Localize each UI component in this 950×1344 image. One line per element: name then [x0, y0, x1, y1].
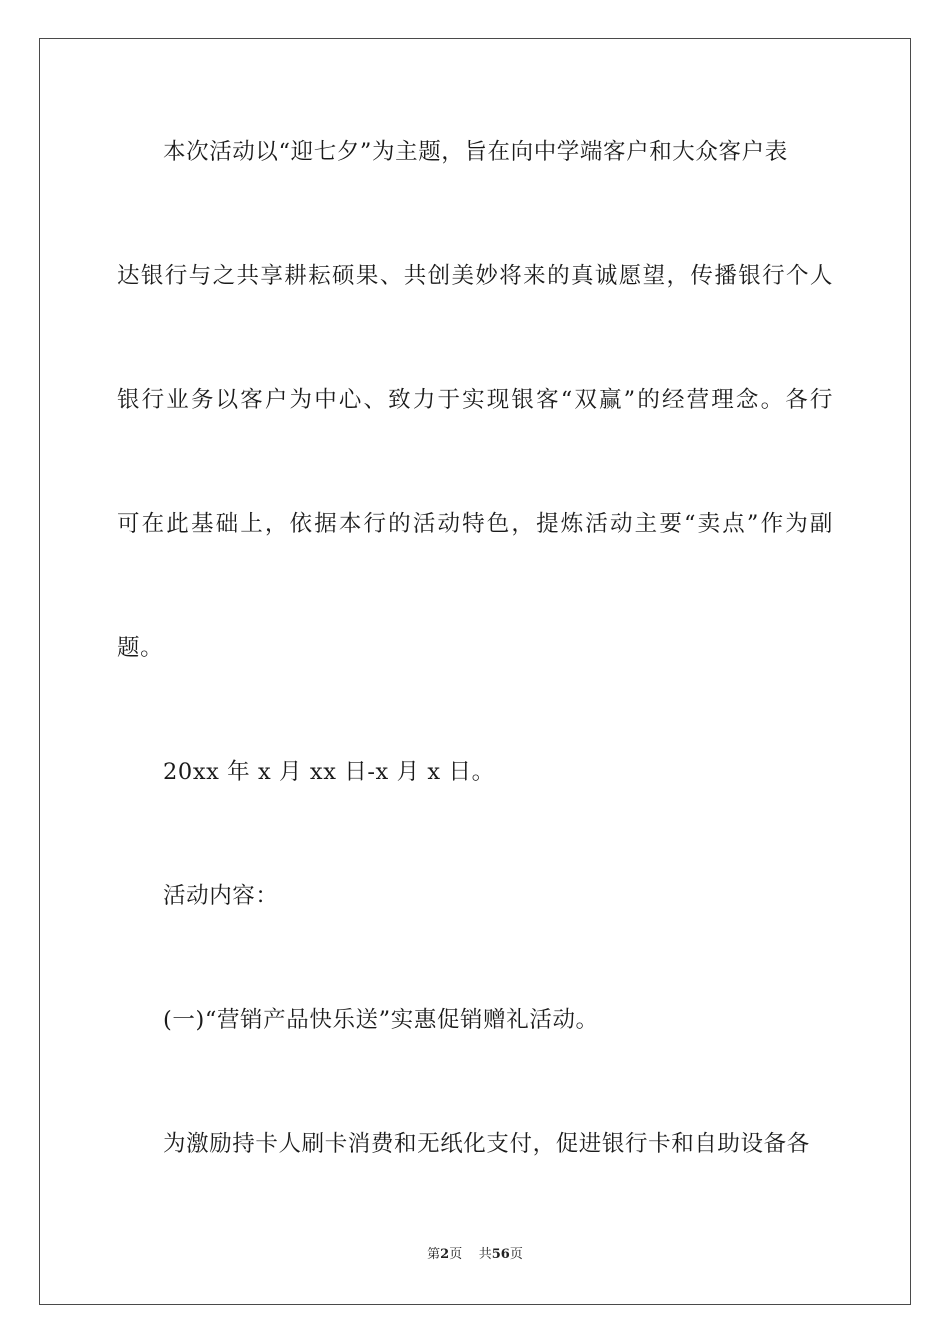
page-border — [39, 38, 911, 1305]
footer-total-suffix: 页 — [509, 1247, 523, 1262]
page-number: 2 — [440, 1247, 450, 1262]
paragraph-line: 可在此基础上，依据本行的活动特色，提炼活动主要“卖点”作为副 — [117, 511, 833, 537]
total-pages: 56 — [491, 1247, 510, 1262]
paragraph-line: 为激励持卡人刷卡消费和无纸化支付，促进银行卡和自助设备各 — [163, 1131, 810, 1157]
paragraph-line: 题。 — [117, 635, 164, 661]
section-heading: 活动内容： — [163, 883, 279, 909]
date-line: 20xx 年 x 月 xx 日-x 月 x 日。 — [163, 759, 495, 785]
paragraph-line: 本次活动以“迎七夕”为主题，旨在向中学端客户和大众客户表 — [163, 139, 788, 165]
footer-page-suffix: 页 — [449, 1247, 463, 1262]
paragraph-line: 达银行与之共享耕耘硕果、共创美妙将来的真诚愿望，传播银行个人 — [117, 263, 833, 289]
footer-total-prefix: 共 — [478, 1247, 492, 1262]
footer-prefix: 第 — [427, 1247, 441, 1262]
subsection-heading: (一)“营销产品快乐送”实惠促销赠礼活动。 — [163, 1007, 599, 1033]
paragraph-line: 银行业务以客户为中心、致力于实现银客“双赢”的经营理念。各行 — [117, 387, 833, 413]
page-footer — [0, 1246, 950, 1264]
